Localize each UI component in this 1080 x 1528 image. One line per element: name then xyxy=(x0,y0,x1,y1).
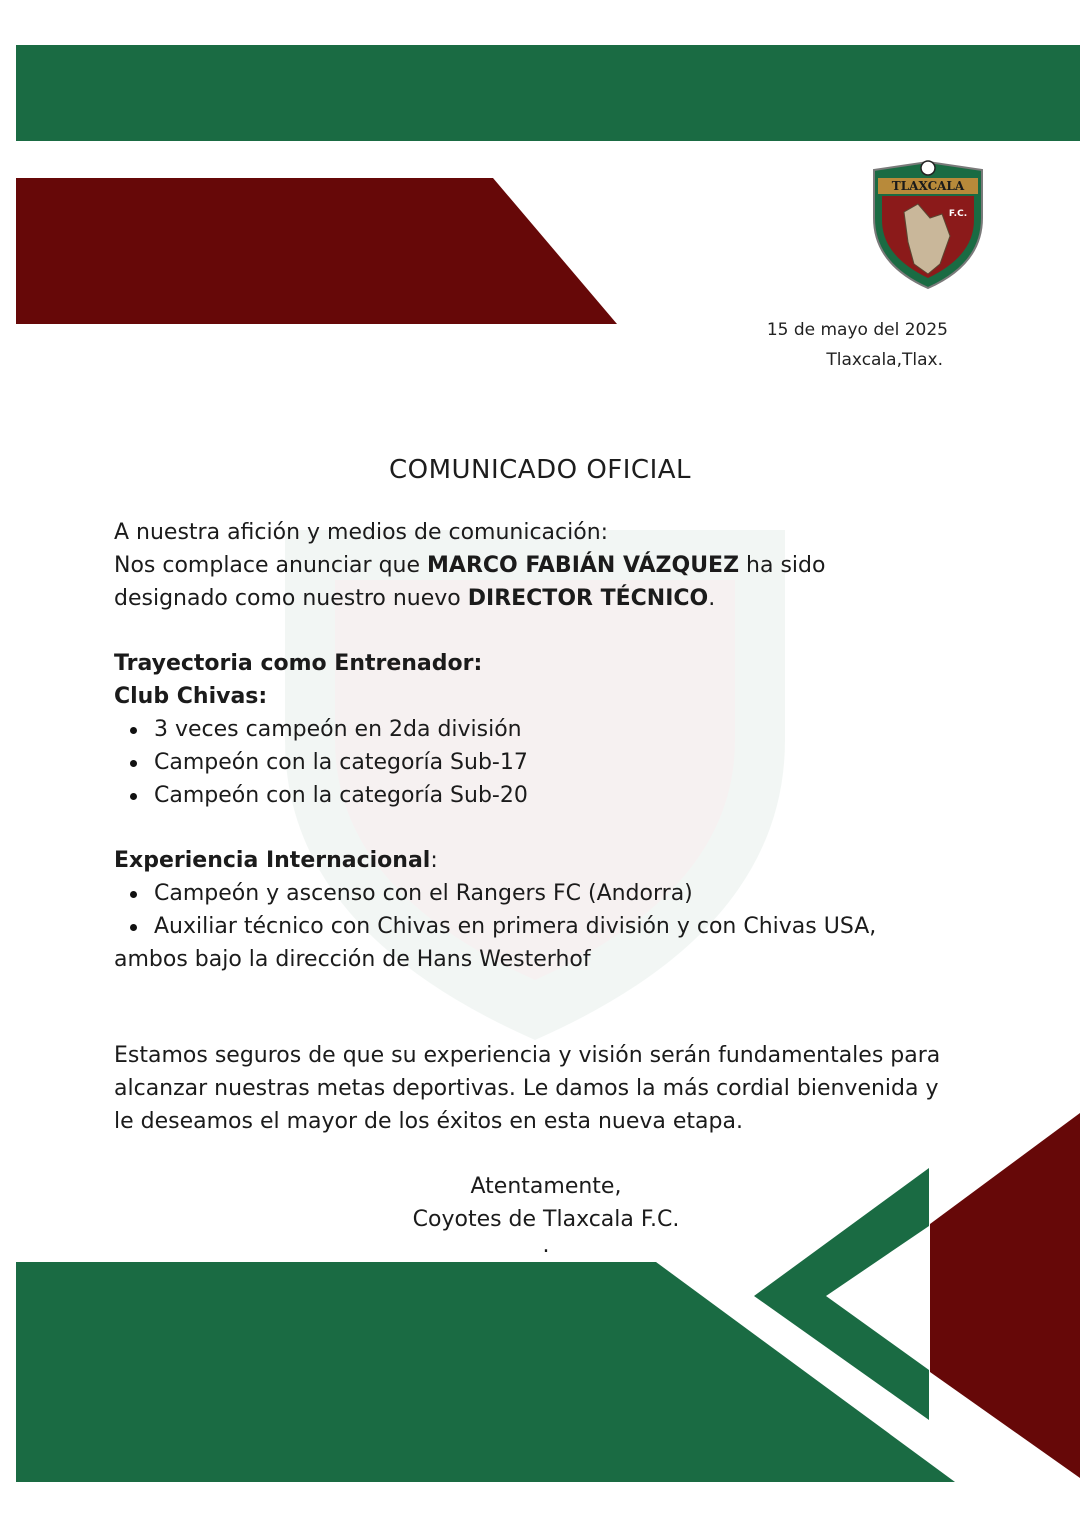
list-continuation: ambos bajo la dirección de Hans Westerhof xyxy=(114,947,591,972)
coach-role: DIRECTOR TÉCNICO xyxy=(467,586,709,611)
list-item: Campeón con la categoría Sub-20 xyxy=(154,779,944,812)
top-maroon-band xyxy=(16,178,617,324)
list-item: Campeón con la categoría Sub-17 xyxy=(154,746,944,779)
club-heading: Club Chivas: xyxy=(114,684,268,709)
list-item: Auxiliar técnico con Chivas en primera división y con Chivas USA, xyxy=(154,910,944,943)
international-heading: Experiencia Internacional: xyxy=(114,848,438,873)
signature-closing: Atentamente, xyxy=(470,1174,622,1199)
svg-text:TLAXCALA: TLAXCALA xyxy=(891,179,965,193)
document-title: COMUNICADO OFICIAL xyxy=(388,455,692,485)
intro-section xyxy=(114,516,944,615)
greeting: A nuestra afición y medios de comunicación: xyxy=(114,520,609,545)
international-list xyxy=(114,877,944,943)
svg-text:F.C.: F.C. xyxy=(948,209,968,219)
tlaxcala-fc-logo xyxy=(870,152,986,292)
signature-block xyxy=(0,1170,1080,1256)
trajectory-section xyxy=(114,647,944,812)
closing-paragraph: Estamos seguros de que su experiencia y visión serán fundamentales para alcanzar nuestras metas deportivas. Le damos la más cordial bienvenida y le deseamos el mayor de los éxitos en esta nueva etapa. xyxy=(114,1043,941,1134)
trajectory-list xyxy=(114,713,944,812)
date-text: 15 de mayo del 2025 xyxy=(766,320,948,340)
announcement-paragraph: Nos complace anunciar que MARCO FABIÁN VÁZQUEZ ha sido designado como nuestro nuevo DIRECTOR TÉCNICO. xyxy=(114,553,826,611)
signature-dot: . xyxy=(542,1233,550,1258)
list-item: Campeón y ascenso con el Rangers FC (Andorra) xyxy=(154,877,944,910)
international-section xyxy=(114,844,944,976)
place-text: Tlaxcala,Tlax. xyxy=(826,350,943,370)
top-green-band xyxy=(16,45,1080,141)
maroon-triangle xyxy=(930,1113,1080,1478)
trajectory-heading: Trayectoria como Entrenador: xyxy=(114,651,483,676)
signature-club: Coyotes de Tlaxcala F.C. xyxy=(412,1207,680,1232)
coach-name: MARCO FABIÁN VÁZQUEZ xyxy=(427,553,740,578)
list-item: 3 veces campeón en 2da división xyxy=(154,713,944,746)
